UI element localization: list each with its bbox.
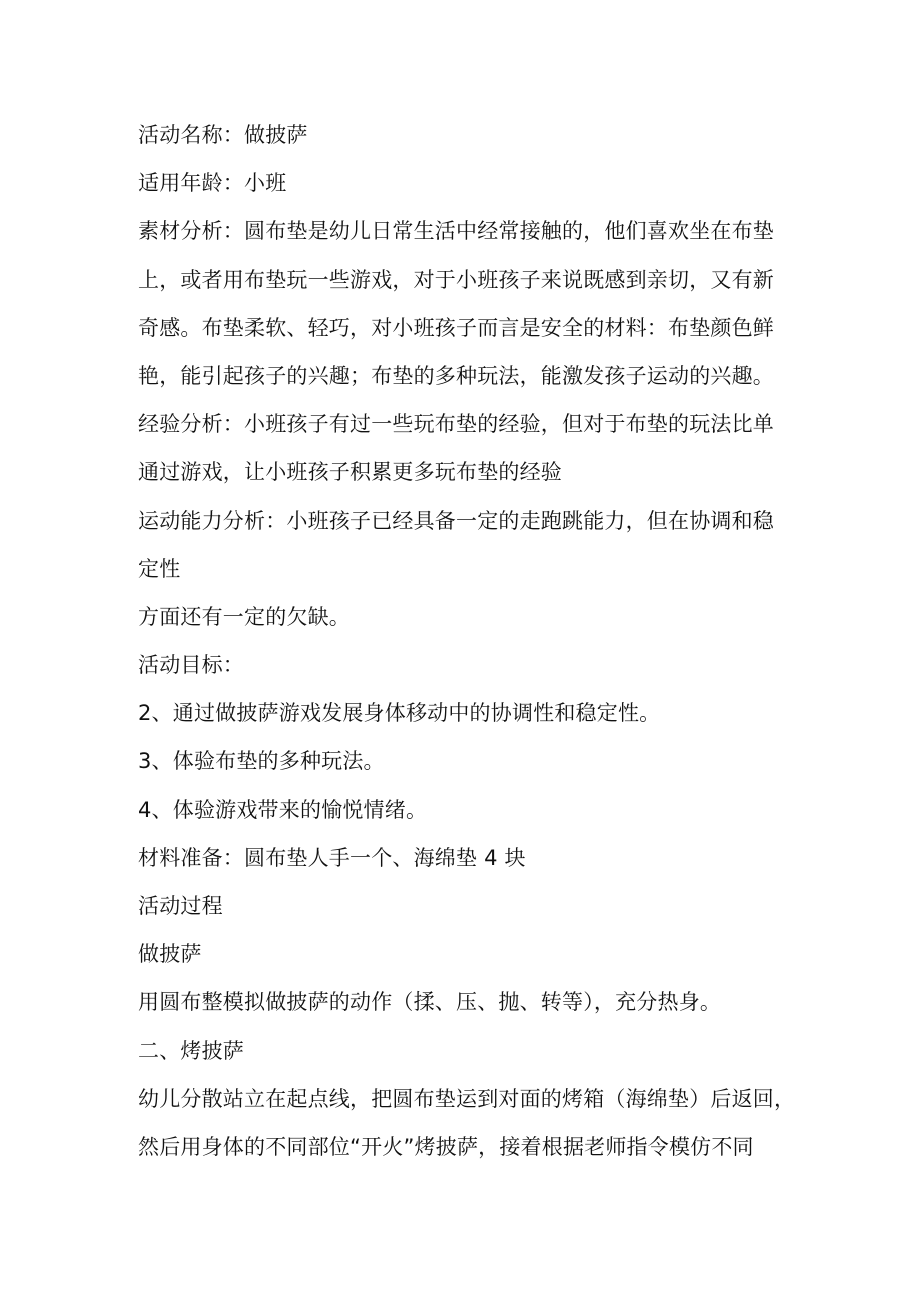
bake-pizza-line-1: 幼儿分散站立在起点线，把圆布垫运到对面的烤箱（海绵垫）后返回， bbox=[138, 1086, 796, 1111]
document-body bbox=[138, 111, 798, 1171]
section-bake-pizza-heading: 二、烤披萨 bbox=[138, 1038, 244, 1063]
warmup-line: 用圆布整模拟做披萨的动作（揉、压、抛、转等），充分热身。 bbox=[138, 990, 722, 1015]
activity-name-line: 活动名称：做披萨 bbox=[138, 123, 308, 147]
experience-analysis-line-1: 经验分析：小班孩子有过一些玩布垫的经验，但对于布垫的玩法比单 bbox=[138, 412, 774, 437]
motor-analysis-line-2: 定性 bbox=[138, 556, 181, 581]
section-make-pizza-heading: 做披萨 bbox=[138, 942, 202, 967]
objective-item-3: 3、体验布垫的多种玩法。 bbox=[138, 749, 385, 774]
materials-line: 材料准备：圆布垫人手一个、海绵垫 4 块 bbox=[138, 845, 526, 870]
motor-analysis-line-1: 运动能力分析：小班孩子已经具备一定的走跑跳能力，但在协调和稳 bbox=[138, 508, 774, 533]
objective-item-2: 2、通过做披萨游戏发展身体移动中的协调性和稳定性。 bbox=[138, 701, 661, 726]
objective-item-4: 4、体验游戏带来的愉悦情绪。 bbox=[138, 797, 428, 822]
motor-analysis-line-3: 方面还有一定的欠缺。 bbox=[138, 604, 350, 629]
material-analysis-line-2: 上，或者用布垫玩一些游戏，对于小班孩子来说既感到亲切，又有新 bbox=[138, 267, 774, 292]
material-analysis-line-1: 素材分析：圆布垫是幼儿日常生活中经常接触的，他们喜欢坐在布垫 bbox=[138, 219, 774, 244]
material-analysis-line-4: 艳，能引起孩子的兴趣；布垫的多种玩法，能激发孩子运动的兴趣。 bbox=[138, 363, 774, 388]
bake-pizza-line-2: 然后用身体的不同部位“开火”烤披萨，接着根据老师指令模仿不同 bbox=[138, 1134, 754, 1159]
process-heading: 活动过程 bbox=[138, 894, 223, 918]
age-group-line: 适用年龄：小班 bbox=[138, 171, 287, 196]
objectives-heading: 活动目标： bbox=[138, 653, 244, 678]
experience-analysis-line-2: 通过游戏，让小班孩子积累更多玩布垫的经验 bbox=[138, 460, 562, 485]
material-analysis-line-3: 奇感。布垫柔软、轻巧，对小班孩子而言是安全的材料：布垫颜色鲜 bbox=[138, 315, 774, 340]
